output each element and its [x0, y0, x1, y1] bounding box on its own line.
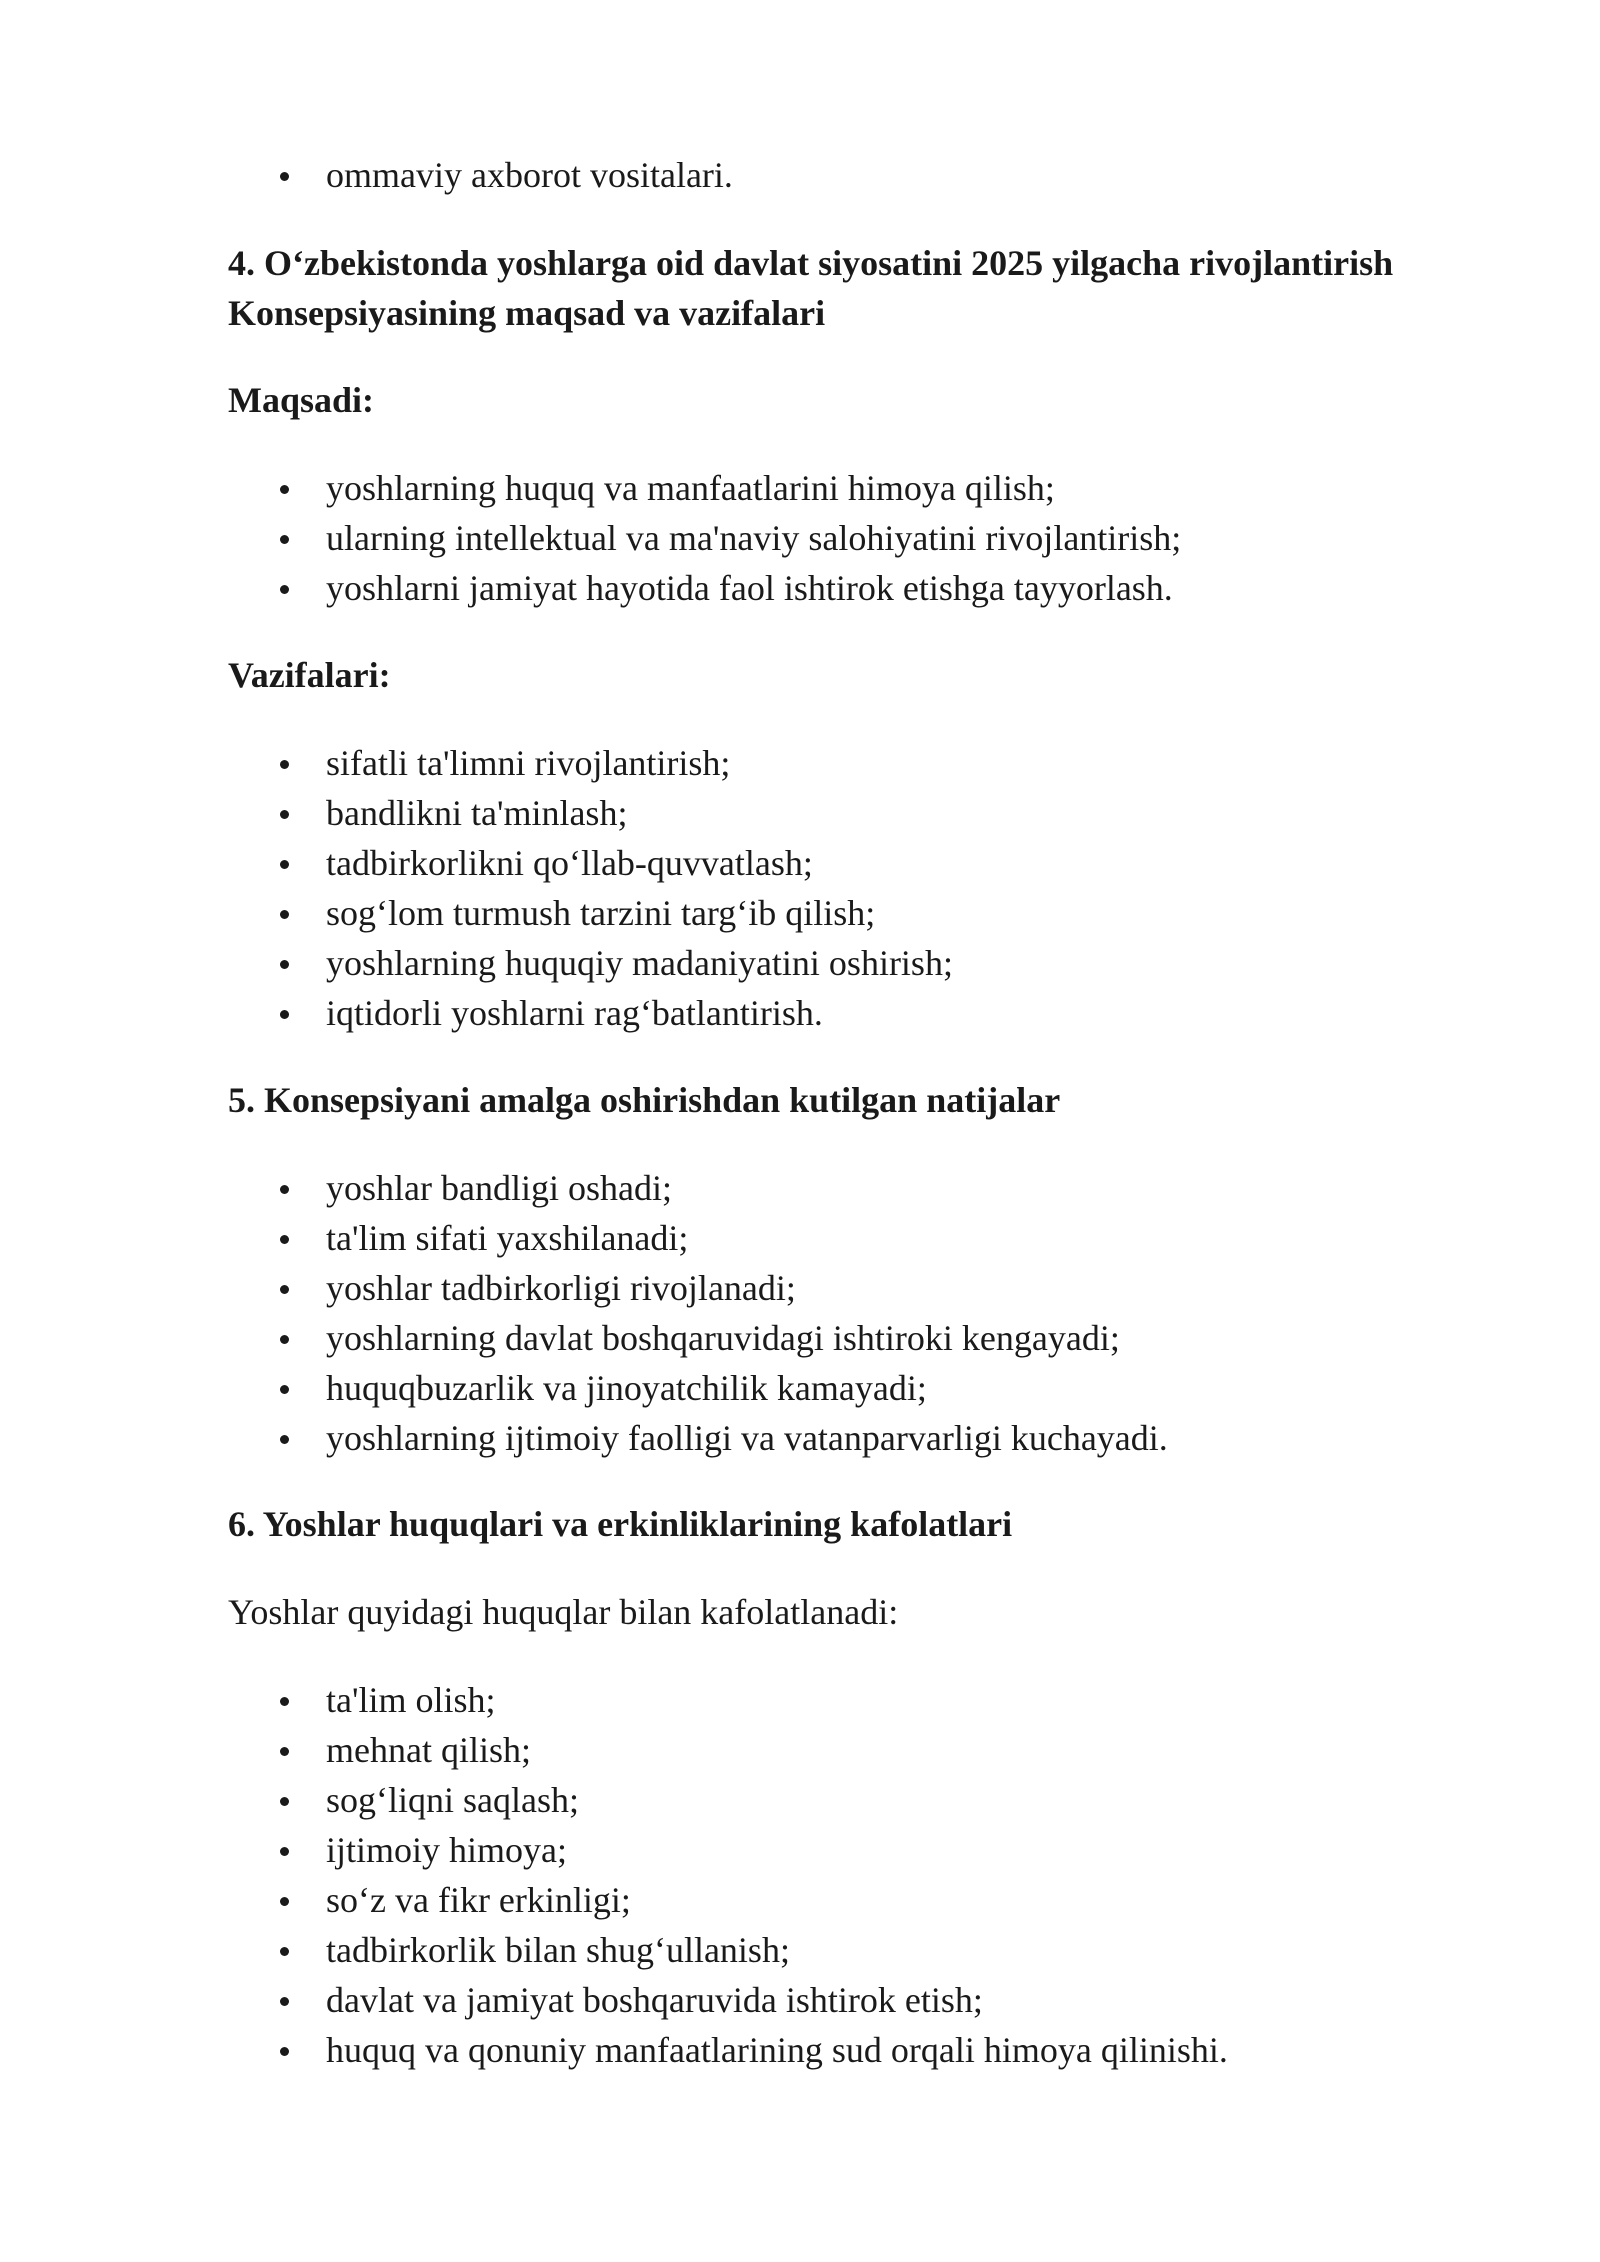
- list-item: [228, 1925, 1468, 1975]
- bullet-icon: [280, 1797, 289, 1806]
- maqsadi-label-block: [228, 375, 1468, 425]
- bullet-icon: [280, 1897, 289, 1906]
- list-item-text: iqtidorli yoshlarni rag‘batlantirish.: [326, 993, 823, 1033]
- section4-heading-block: [228, 238, 1468, 338]
- bullet-icon: [280, 585, 289, 594]
- bullet-icon: [280, 1747, 289, 1756]
- list-item: [228, 563, 1468, 613]
- list-item: [228, 738, 1468, 788]
- section5-list-block: [228, 1163, 1468, 1463]
- list-item-text: yoshlar bandligi oshadi;: [326, 1168, 672, 1208]
- list-item-text: ommaviy axborot vositalari.: [326, 155, 733, 195]
- list-item-text: yoshlarning ijtimoiy faolligi va vatanparvarligi kuchayadi.: [326, 1418, 1168, 1458]
- list-item-text: tadbirkorlikni qo‘llab-quvvatlash;: [326, 843, 813, 883]
- list-item-text: yoshlarning huquqiy madaniyatini oshirish;: [326, 943, 953, 983]
- section6-title: 6. Yoshlar huquqlari va erkinliklarining kafolatlari: [228, 1504, 1013, 1544]
- list-item-text: sog‘lom turmush tarzini targ‘ib qilish;: [326, 893, 876, 933]
- bullet-icon: [280, 1235, 289, 1244]
- bullet-icon: [280, 760, 289, 769]
- bullet-icon: [280, 1697, 289, 1706]
- vazifalari-label: Vazifalari:: [228, 655, 391, 695]
- bullet-icon: [280, 1335, 289, 1344]
- list-item-text: sog‘liqni saqlash;: [326, 1780, 579, 1820]
- section4-title-line1: 4. O‘zbekistonda yoshlarga oid davlat siyosatini 2025 yilgacha rivojlantirish: [228, 243, 1394, 283]
- top-bullet-list: [228, 150, 1468, 200]
- list-item-text: ijtimoiy himoya;: [326, 1830, 567, 1870]
- list-item: [228, 150, 1468, 200]
- bullet-icon: [280, 910, 289, 919]
- bullet-icon: [280, 1185, 289, 1194]
- section5-heading-block: [228, 1075, 1468, 1125]
- bullet-icon: [280, 172, 289, 181]
- vazifalari-list-block: [228, 738, 1468, 1038]
- list-item: [228, 888, 1468, 938]
- list-item-text: yoshlarni jamiyat hayotida faol ishtirok etishga tayyorlash.: [326, 568, 1173, 608]
- list-item: [228, 1413, 1468, 1463]
- list-item-text: davlat va jamiyat boshqaruvida ishtirok etish;: [326, 1980, 983, 2020]
- list-item: [228, 988, 1468, 1038]
- list-item: [228, 1825, 1468, 1875]
- bullet-icon: [280, 535, 289, 544]
- list-item: [228, 1363, 1468, 1413]
- bullet-icon: [280, 1385, 289, 1394]
- maqsadi-label: Maqsadi:: [228, 380, 375, 420]
- section6-heading-block: [228, 1499, 1468, 1549]
- list-item-text: huquqbuzarlik va jinoyatchilik kamayadi;: [326, 1368, 927, 1408]
- bullet-icon: [280, 1847, 289, 1856]
- maqsadi-bullet-list: [228, 463, 1468, 613]
- bullet-icon: [280, 485, 289, 494]
- list-item: [228, 2025, 1468, 2075]
- top-list-block: [228, 150, 1468, 200]
- bullet-icon: [280, 960, 289, 969]
- list-item-text: yoshlarning huquq va manfaatlarini himoya qilish;: [326, 468, 1055, 508]
- list-item: [228, 1263, 1468, 1313]
- bullet-icon: [280, 1285, 289, 1294]
- section6-bullet-list: [228, 1675, 1468, 2075]
- bullet-icon: [280, 1435, 289, 1444]
- list-item-text: yoshlar tadbirkorligi rivojlanadi;: [326, 1268, 796, 1308]
- list-item-text: sifatli ta'limni rivojlantirish;: [326, 743, 731, 783]
- list-item-text: ta'lim olish;: [326, 1680, 496, 1720]
- list-item: [228, 1725, 1468, 1775]
- section5-title: 5. Konsepsiyani amalga oshirishdan kutilgan natijalar: [228, 1080, 1061, 1120]
- list-item: [228, 838, 1468, 888]
- list-item: [228, 1213, 1468, 1263]
- bullet-icon: [280, 1997, 289, 2006]
- list-item: [228, 1875, 1468, 1925]
- list-item-text: bandlikni ta'minlash;: [326, 793, 628, 833]
- list-item-text: mehnat qilish;: [326, 1730, 531, 1770]
- list-item-text: huquq va qonuniy manfaatlarining sud orqali himoya qilinishi.: [326, 2030, 1228, 2070]
- list-item-text: tadbirkorlik bilan shug‘ullanish;: [326, 1930, 790, 1970]
- maqsadi-list-block: [228, 463, 1468, 613]
- list-item: [228, 1313, 1468, 1363]
- list-item-text: so‘z va fikr erkinligi;: [326, 1880, 631, 1920]
- list-item: [228, 463, 1468, 513]
- section6-intro: Yoshlar quyidagi huquqlar bilan kafolatlanadi:: [228, 1592, 899, 1632]
- section6-list-block: [228, 1675, 1468, 2075]
- section4-title-line2: Konsepsiyasining maqsad va vazifalari: [228, 293, 826, 333]
- bullet-icon: [280, 2047, 289, 2056]
- vazifalari-label-block: [228, 650, 1468, 700]
- section6-intro-block: [228, 1587, 1468, 1637]
- bullet-icon: [280, 810, 289, 819]
- list-item-text: ta'lim sifati yaxshilanadi;: [326, 1218, 689, 1258]
- bullet-icon: [280, 1010, 289, 1019]
- list-item-text: yoshlarning davlat boshqaruvidagi ishtiroki kengayadi;: [326, 1318, 1120, 1358]
- list-item: [228, 1675, 1468, 1725]
- vazifalari-bullet-list: [228, 738, 1468, 1038]
- section5-bullet-list: [228, 1163, 1468, 1463]
- bullet-icon: [280, 1947, 289, 1956]
- list-item-text: ularning intellektual va ma'naviy salohiyatini rivojlantirish;: [326, 518, 1182, 558]
- list-item: [228, 1775, 1468, 1825]
- list-item: [228, 788, 1468, 838]
- list-item: [228, 1163, 1468, 1213]
- list-item: [228, 938, 1468, 988]
- bullet-icon: [280, 860, 289, 869]
- list-item: [228, 513, 1468, 563]
- list-item: [228, 1975, 1468, 2025]
